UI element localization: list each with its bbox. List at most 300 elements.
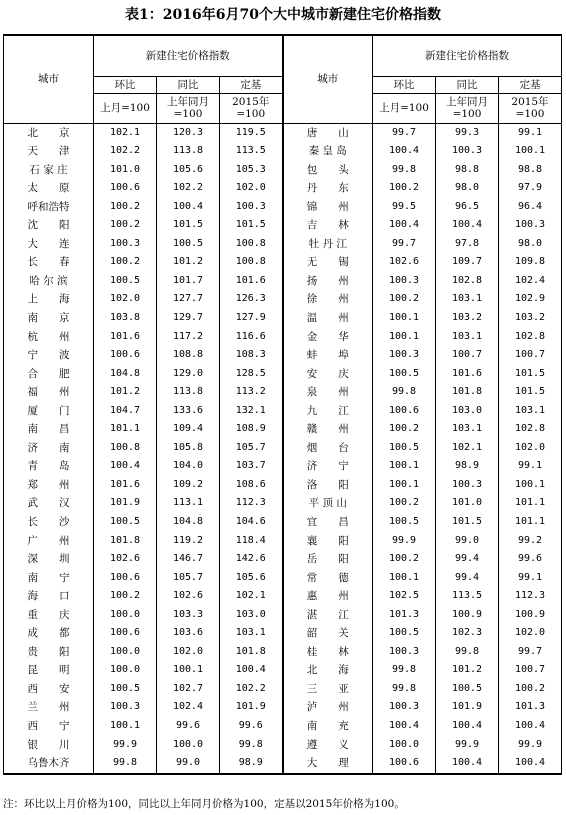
yoy-cell: 101.6 [436,365,499,384]
fixed-cell: 100.7 [499,346,562,365]
city-cell: 石 家 庄 [4,161,94,180]
mom-cell: 100.6 [373,754,436,774]
fixed-cell: 105.3 [220,161,283,180]
yoy-cell: 100.4 [436,754,499,774]
yoy-cell: 105.8 [157,439,220,458]
city-cell: 乌鲁木齐 [4,754,94,774]
city-cell: 泸 州 [283,698,373,717]
city-cell: 安 庆 [283,365,373,384]
fixed-cell: 112.3 [499,587,562,606]
mom-cell: 100.2 [94,253,157,272]
fixed-cell: 99.2 [499,532,562,551]
city-header: 城市 [4,35,94,123]
city-cell: 三 亚 [283,680,373,699]
fixed-cell: 99.7 [499,643,562,662]
yoy-cell: 101.2 [436,661,499,680]
fixed-cell: 119.5 [220,123,283,142]
city-cell: 兰 州 [4,698,94,717]
yoy-cell: 109.2 [157,476,220,495]
table-row [4,532,562,551]
fixed-cell: 96.4 [499,198,562,217]
fixed-cell: 102.2 [220,680,283,699]
yoy-cell: 101.2 [157,253,220,272]
table-row [4,290,562,309]
footnote: 注：环比以上月价格为100，同比以上年同月价格为100，定基以2015年价格为100。 [3,798,405,810]
fixed-cell: 100.1 [499,476,562,495]
city-cell: 徐 州 [283,290,373,309]
table-row [4,439,562,458]
fixed-cell: 102.8 [499,420,562,439]
fixed-cell: 97.9 [499,179,562,198]
mom-cell: 100.5 [94,680,157,699]
fixed-cell: 99.1 [499,457,562,476]
fixed-cell: 104.6 [220,513,283,532]
city-cell: 金 华 [283,328,373,347]
yoy-cell: 120.3 [157,123,220,142]
mom-cell: 101.0 [94,161,157,180]
city-cell: 泉 州 [283,383,373,402]
mom-cell: 100.6 [94,624,157,643]
index-group-header: 新建住宅价格指数 [373,35,562,76]
fixed-cell: 101.5 [499,365,562,384]
yoy-cell: 105.6 [157,161,220,180]
fixed-cell: 102.8 [499,328,562,347]
fixed-cell: 100.1 [499,142,562,161]
table-row [4,569,562,588]
city-cell: 贵 阳 [4,643,94,662]
yoy-cell: 98.9 [436,457,499,476]
mom-base-header: 上月=100 [373,93,436,123]
yoy-cell: 100.1 [157,661,220,680]
city-cell: 上 海 [4,290,94,309]
table-row [4,142,562,161]
table-title: 表1：2016年6月70个大中城市新建住宅价格指数 [125,7,441,23]
yoy-cell: 100.7 [436,346,499,365]
fixed-cell: 101.5 [499,383,562,402]
city-cell: 长 春 [4,253,94,272]
yoy-cell: 103.1 [436,290,499,309]
fixed-cell: 132.1 [220,402,283,421]
city-cell: 太 原 [4,179,94,198]
yoy-cell: 103.1 [436,420,499,439]
city-cell: 丹 东 [283,179,373,198]
fixed-cell: 102.1 [220,587,283,606]
table-row [4,309,562,328]
yoy-cell: 101.8 [436,383,499,402]
yoy-cell: 146.7 [157,550,220,569]
city-cell: 广 州 [4,532,94,551]
mom-cell: 100.5 [373,624,436,643]
city-cell: 宜 昌 [283,513,373,532]
mom-cell: 100.5 [94,513,157,532]
table-row [4,272,562,291]
yoy-cell: 100.5 [157,235,220,254]
mom-cell: 101.9 [94,494,157,513]
fixed-cell: 102.0 [499,624,562,643]
city-cell: 银 川 [4,736,94,755]
table-row [4,698,562,717]
yoy-cell: 102.4 [157,698,220,717]
fixed-cell: 100.8 [220,235,283,254]
table-row [4,216,562,235]
mom-cell: 99.7 [373,123,436,142]
yoy-cell: 104.8 [157,513,220,532]
city-cell: 南 京 [4,309,94,328]
fixed-cell: 103.1 [499,402,562,421]
city-cell: 桂 林 [283,643,373,662]
city-cell: 常 德 [283,569,373,588]
city-cell: 大 连 [4,235,94,254]
yoy-cell: 113.8 [157,142,220,161]
city-cell: 济 南 [4,439,94,458]
fixed-cell: 100.9 [499,606,562,625]
yoy-cell: 102.1 [436,439,499,458]
mom-cell: 100.3 [373,272,436,291]
yoy-cell: 97.8 [436,235,499,254]
fixed-cell: 98.9 [220,754,283,774]
city-cell: 南 昌 [4,420,94,439]
mom-cell: 100.2 [373,179,436,198]
yoy-cell: 103.6 [157,624,220,643]
fixed-base-header: 2015年=100 [220,93,283,123]
fixed-cell: 100.4 [220,661,283,680]
table-row [4,661,562,680]
yoy-cell: 102.6 [157,587,220,606]
city-cell: 西 宁 [4,717,94,736]
table-row [4,179,562,198]
fixed-header: 定基 [220,76,283,93]
city-cell: 武 汉 [4,494,94,513]
fixed-cell: 101.1 [499,494,562,513]
city-cell: 重 庆 [4,606,94,625]
mom-cell: 100.2 [94,216,157,235]
city-cell: 包 头 [283,161,373,180]
yoy-cell: 109.4 [157,420,220,439]
fixed-cell: 100.4 [499,717,562,736]
city-cell: 南 宁 [4,569,94,588]
city-cell: 昆 明 [4,661,94,680]
fixed-cell: 101.5 [220,216,283,235]
mom-cell: 99.5 [373,198,436,217]
yoy-cell: 105.7 [157,569,220,588]
yoy-cell: 129.0 [157,365,220,384]
table-row [4,736,562,755]
city-cell: 韶 关 [283,624,373,643]
mom-cell: 100.5 [373,439,436,458]
city-cell: 温 州 [283,309,373,328]
fixed-cell: 102.0 [499,439,562,458]
fixed-cell: 105.6 [220,569,283,588]
mom-cell: 102.6 [94,550,157,569]
city-cell: 岳 阳 [283,550,373,569]
mom-cell: 100.4 [373,216,436,235]
mom-cell: 104.7 [94,402,157,421]
mom-cell: 99.8 [373,161,436,180]
yoy-cell: 99.6 [157,717,220,736]
yoy-cell: 100.3 [436,476,499,495]
fixed-cell: 108.3 [220,346,283,365]
yoy-cell: 100.0 [157,736,220,755]
mom-cell: 99.9 [373,532,436,551]
yoy-cell: 100.4 [436,717,499,736]
yoy-cell: 102.8 [436,272,499,291]
yoy-cell: 103.2 [436,309,499,328]
city-cell: 吉 林 [283,216,373,235]
fixed-cell: 101.1 [499,513,562,532]
fixed-cell: 99.6 [499,550,562,569]
mom-header: 环比 [94,76,157,93]
mom-cell: 100.1 [94,717,157,736]
mom-cell: 100.2 [373,290,436,309]
yoy-cell: 98.0 [436,179,499,198]
mom-cell: 100.5 [94,272,157,291]
table-row [4,346,562,365]
fixed-cell: 100.8 [220,253,283,272]
fixed-cell: 103.0 [220,606,283,625]
fixed-cell: 102.9 [499,290,562,309]
mom-cell: 100.0 [94,661,157,680]
city-cell: 杭 州 [4,328,94,347]
fixed-cell: 108.6 [220,476,283,495]
city-cell: 洛 阳 [283,476,373,495]
fixed-cell: 128.5 [220,365,283,384]
mom-cell: 100.2 [94,587,157,606]
mom-cell: 100.4 [373,717,436,736]
fixed-cell: 109.8 [499,253,562,272]
mom-cell: 100.1 [373,569,436,588]
mom-cell: 101.6 [94,328,157,347]
city-cell: 宁 波 [4,346,94,365]
yoy-cell: 109.7 [436,253,499,272]
fixed-cell: 103.7 [220,457,283,476]
mom-cell: 100.1 [373,476,436,495]
yoy-cell: 113.5 [436,587,499,606]
mom-base-header: 上月=100 [94,93,157,123]
city-cell: 北 京 [4,123,94,142]
yoy-cell: 102.7 [157,680,220,699]
city-cell: 合 肥 [4,365,94,384]
mom-cell: 100.6 [94,569,157,588]
mom-cell: 100.5 [373,365,436,384]
yoy-cell: 104.0 [157,457,220,476]
mom-cell: 100.1 [373,309,436,328]
yoy-cell: 129.7 [157,309,220,328]
fixed-cell: 116.6 [220,328,283,347]
mom-cell: 100.0 [94,643,157,662]
mom-cell: 100.6 [94,179,157,198]
city-cell: 秦 皇 岛 [283,142,373,161]
mom-cell: 100.6 [373,402,436,421]
yoy-cell: 113.1 [157,494,220,513]
fixed-cell: 118.4 [220,532,283,551]
fixed-cell: 102.0 [220,179,283,198]
yoy-cell: 117.2 [157,328,220,347]
yoy-header: 同比 [436,76,499,93]
fixed-cell: 100.7 [499,661,562,680]
mom-cell: 102.6 [373,253,436,272]
city-cell: 烟 台 [283,439,373,458]
price-index-table [3,34,562,775]
mom-cell: 101.6 [94,476,157,495]
city-cell: 天 津 [4,142,94,161]
yoy-base-header: 上年同月=100 [157,93,220,123]
city-cell: 深 圳 [4,550,94,569]
mom-cell: 102.0 [94,290,157,309]
mom-cell: 100.2 [373,550,436,569]
yoy-cell: 101.5 [436,513,499,532]
fixed-cell: 112.3 [220,494,283,513]
table-row [4,328,562,347]
city-cell: 九 江 [283,402,373,421]
mom-cell: 104.8 [94,365,157,384]
yoy-cell: 102.3 [436,624,499,643]
table-row [4,717,562,736]
city-cell: 大 理 [283,754,373,774]
mom-cell: 101.3 [373,606,436,625]
city-cell: 湛 江 [283,606,373,625]
table-row [4,198,562,217]
table-row [4,161,562,180]
city-cell: 郑 州 [4,476,94,495]
yoy-cell: 100.3 [436,142,499,161]
yoy-cell: 96.5 [436,198,499,217]
yoy-cell: 103.1 [436,328,499,347]
table-row [4,235,562,254]
mom-cell: 99.8 [373,661,436,680]
city-cell: 锦 州 [283,198,373,217]
fixed-cell: 99.8 [220,736,283,755]
yoy-cell: 99.0 [157,754,220,774]
index-group-header: 新建住宅价格指数 [94,35,283,76]
mom-cell: 101.8 [94,532,157,551]
mom-cell: 100.2 [373,494,436,513]
yoy-cell: 108.8 [157,346,220,365]
mom-cell: 99.8 [373,383,436,402]
table-row [4,513,562,532]
fixed-cell: 101.6 [220,272,283,291]
yoy-cell: 99.4 [436,569,499,588]
table-row [4,587,562,606]
mom-cell: 100.1 [373,328,436,347]
mom-cell: 100.5 [373,513,436,532]
yoy-cell: 101.0 [436,494,499,513]
fixed-cell: 142.6 [220,550,283,569]
fixed-cell: 99.1 [499,123,562,142]
mom-cell: 99.8 [94,754,157,774]
fixed-cell: 99.1 [499,569,562,588]
city-cell: 南 充 [283,717,373,736]
mom-cell: 100.3 [373,346,436,365]
city-cell: 沈 阳 [4,216,94,235]
city-cell: 唐 山 [283,123,373,142]
table-row [4,457,562,476]
mom-cell: 100.3 [373,698,436,717]
yoy-cell: 100.5 [436,680,499,699]
yoy-cell: 127.7 [157,290,220,309]
yoy-cell: 101.9 [436,698,499,717]
mom-cell: 100.6 [94,346,157,365]
fixed-cell: 108.9 [220,420,283,439]
yoy-cell: 103.3 [157,606,220,625]
fixed-cell: 126.3 [220,290,283,309]
city-cell: 济 宁 [283,457,373,476]
fixed-cell: 101.9 [220,698,283,717]
mom-cell: 102.2 [94,142,157,161]
table-row [4,253,562,272]
table-row [4,754,562,774]
fixed-cell: 100.3 [220,198,283,217]
table-row [4,550,562,569]
yoy-base-header: 上年同月=100 [436,93,499,123]
mom-cell: 100.2 [373,420,436,439]
yoy-cell: 99.0 [436,532,499,551]
mom-cell: 100.3 [94,235,157,254]
fixed-cell: 100.3 [499,216,562,235]
yoy-cell: 103.0 [436,402,499,421]
mom-cell: 100.4 [373,142,436,161]
fixed-cell: 101.3 [499,698,562,717]
table-row [4,606,562,625]
fixed-cell: 105.7 [220,439,283,458]
yoy-cell: 101.5 [157,216,220,235]
fixed-cell: 98.0 [499,235,562,254]
city-cell: 惠 州 [283,587,373,606]
mom-cell: 100.3 [94,698,157,717]
fixed-cell: 103.1 [220,624,283,643]
yoy-cell: 119.2 [157,532,220,551]
yoy-cell: 100.4 [157,198,220,217]
mom-cell: 99.7 [373,235,436,254]
mom-cell: 100.8 [94,439,157,458]
city-cell: 福 州 [4,383,94,402]
city-cell: 长 沙 [4,513,94,532]
yoy-cell: 102.0 [157,643,220,662]
yoy-cell: 101.7 [157,272,220,291]
fixed-cell: 101.8 [220,643,283,662]
fixed-cell: 113.5 [220,142,283,161]
table-row [4,383,562,402]
fixed-base-header: 2015年=100 [499,93,562,123]
mom-cell: 100.0 [373,736,436,755]
fixed-cell: 98.8 [499,161,562,180]
yoy-cell: 100.4 [436,216,499,235]
table-row [4,402,562,421]
city-cell: 牡 丹 江 [283,235,373,254]
table-row [4,476,562,495]
yoy-header: 同比 [157,76,220,93]
mom-cell: 101.1 [94,420,157,439]
city-cell: 厦 门 [4,402,94,421]
city-cell: 无 锡 [283,253,373,272]
mom-cell: 100.4 [94,457,157,476]
city-cell: 扬 州 [283,272,373,291]
fixed-cell: 103.2 [499,309,562,328]
mom-cell: 102.5 [373,587,436,606]
yoy-cell: 99.3 [436,123,499,142]
city-cell: 襄 阳 [283,532,373,551]
table-row [4,494,562,513]
city-cell: 青 岛 [4,457,94,476]
mom-cell: 99.8 [373,680,436,699]
city-cell: 海 口 [4,587,94,606]
mom-header: 环比 [373,76,436,93]
city-cell: 西 安 [4,680,94,699]
city-cell: 蚌 埠 [283,346,373,365]
fixed-cell: 99.9 [499,736,562,755]
city-cell: 遵 义 [283,736,373,755]
mom-cell: 100.2 [94,198,157,217]
table-row [4,420,562,439]
